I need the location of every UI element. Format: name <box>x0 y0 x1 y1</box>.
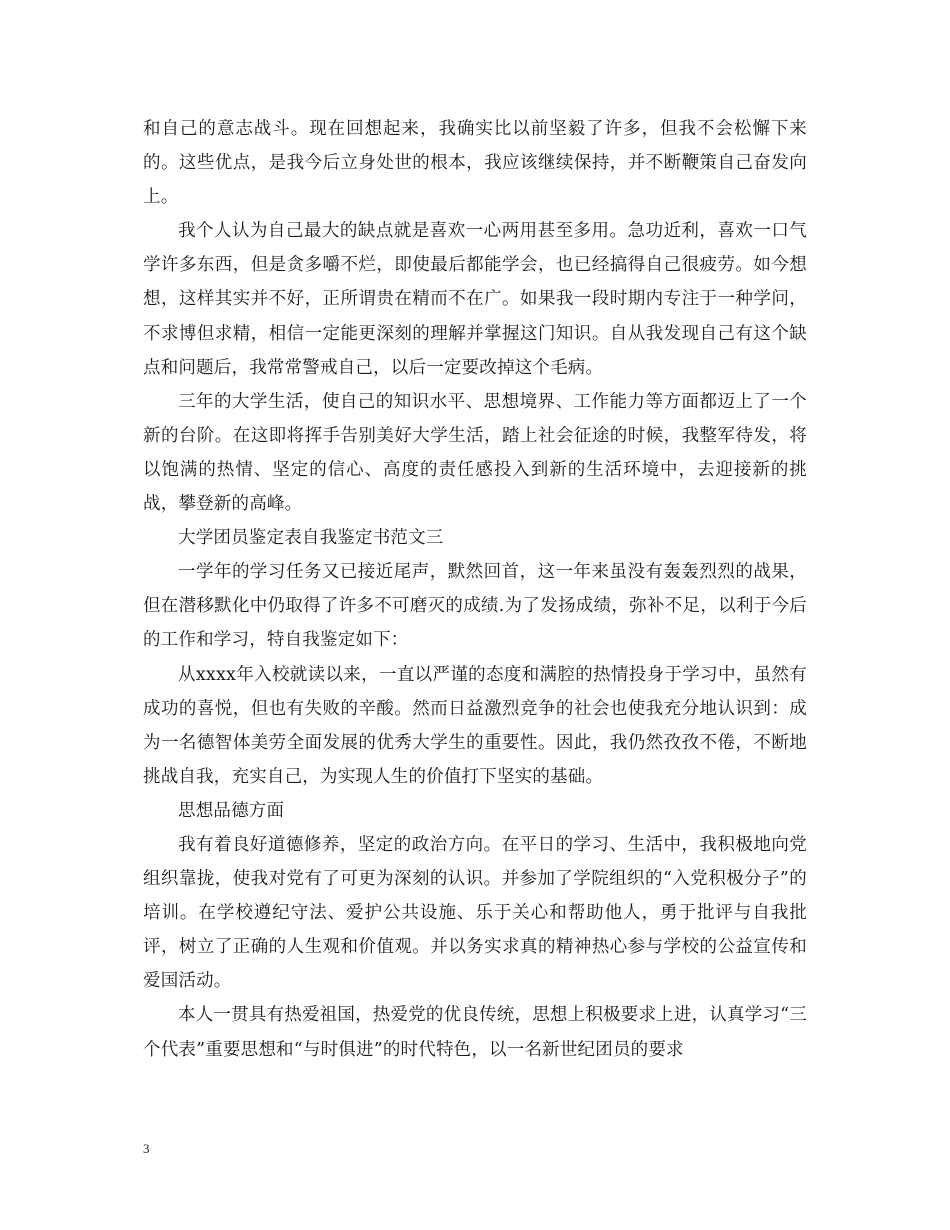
section-heading-sample-three: 大学团员鉴定表自我鉴定书范文三 <box>178 528 444 549</box>
paragraph-1: 和自己的意志战斗。现在回想起来，我确实比以前坚毅了许多，但我不会松懈下来的。这些优点，是我今后立身处世的根本，我应该继续保持，并不断鞭策自己奋发向上。 <box>143 119 807 208</box>
paragraph-7: 本人一贯具有热爱祖国，热爱党的优良传统，思想上积极要求上进，认真学习“三个代表”重要思想和“与时俱进”的时代特色，以一名新世纪团员的要求 <box>143 1005 807 1060</box>
paragraph-5: 从xxxx年入校就读以来，一直以严谨的态度和满腔的热情投身于学习中，虽然有成功的喜悦，但也有失败的辛酸。然而日益激烈竞争的社会也使我充分地认识到：成为一名德智体美劳全面发展的优秀大学生的重要性。因此，我仍然孜孜不倦，不断地挑战自我，充实自己，为实现人生的价值打下坚实的基础。 <box>143 664 807 787</box>
paragraph-4: 一学年的学习任务又已接近尾声，默然回首，这一年来虽没有轰轰烈烈的战果，但在潜移默化中仍取得了许多不可磨灭的成绩.为了发扬成绩，弥补不足，以利于今后的工作和学习，特自我鉴定如下： <box>143 562 807 651</box>
paragraph-3: 三年的大学生活，使自己的知识水平、思想境界、工作能力等方面都迈上了一个新的台阶。在这即将挥手告别美好大学生活，踏上社会征途的时候，我整军待发，将以饱满的热情、坚定的信心、高度的责任感投入到新的生活环境中，去迎接新的挑战，攀登新的高峰。 <box>143 391 807 515</box>
document-body <box>143 112 807 1067</box>
page-number: 3 <box>143 1141 150 1156</box>
section-heading-moral: 思想品德方面 <box>178 800 285 821</box>
paragraph-6: 我有着良好道德修养，坚定的政治方向。在平日的学习、生活中，我积极地向党组织靠拢，使我对党有了可更为深刻的认识。并参加了学院组织的“入党积极分子”的培训。在学校遵纪守法、爱护公共设施、乐于关心和帮助他人，勇于批评与自我批评，树立了正确的人生观和价值观。并以务实求真的精神热心参与学校的公益宣传和爱国活动。 <box>143 834 807 992</box>
paragraph-2: 我个人认为自己最大的缺点就是喜欢一心两用甚至多用。急功近利，喜欢一口气学许多东西，但是贪多嚼不烂，即使最后都能学会，也已经搞得自己很疲劳。如今想想，这样其实并不好，正所谓贵在精而不在广。如果我一段时期内专注于一种学问，不求博但求精，相信一定能更深刻的理解并掌握这门知识。自从我发现自己有这个缺点和问题后，我常常警戒自己，以后一定要改掉这个毛病。 <box>143 221 807 378</box>
